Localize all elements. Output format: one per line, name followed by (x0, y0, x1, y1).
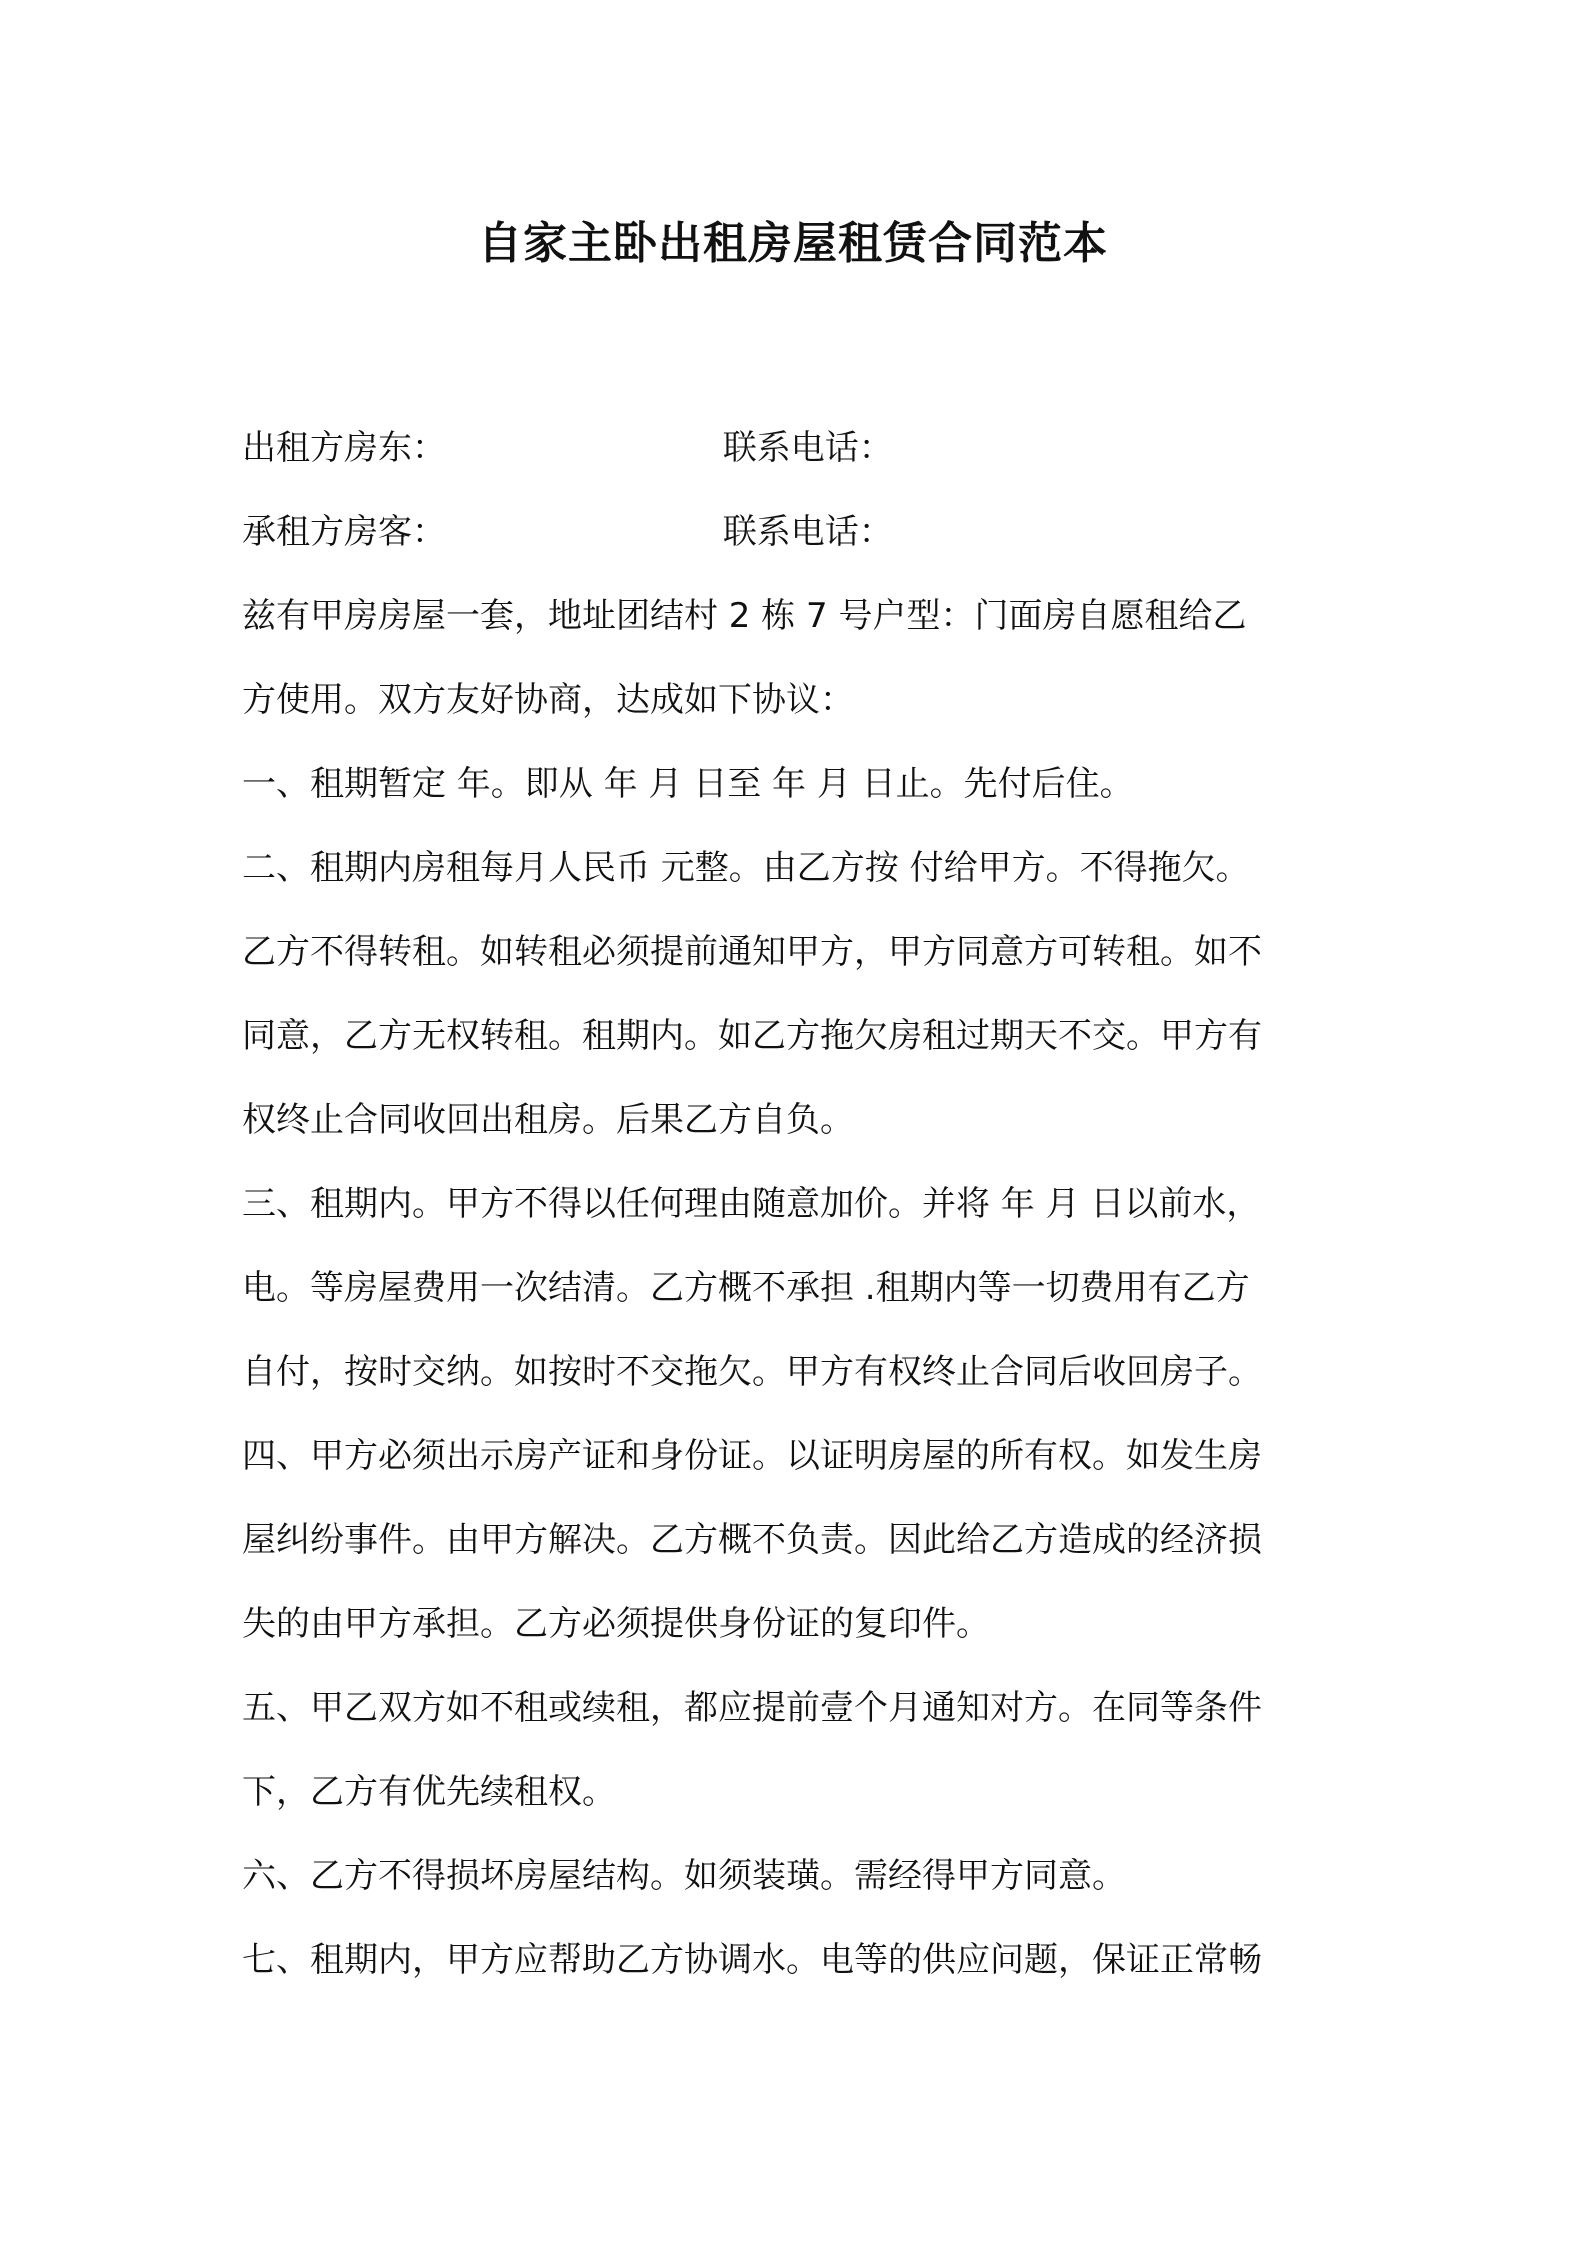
party-row-landlord (242, 406, 1362, 490)
clause-2-line: 权终止合同收回出租房。后果乙方自负。 (242, 1100, 854, 1140)
clause-4-line: 四、甲方必须出示房产证和身份证。以证明房屋的所有权。如发生房 (242, 1436, 1262, 1476)
party-row-tenant (242, 490, 1362, 574)
document-body (242, 406, 1362, 2002)
clause-2-line: 同意，乙方无权转租。租期内。如乙方拖欠房租过期天不交。甲方有 (242, 1016, 1262, 1056)
document-title: 自家主卧出租房屋租赁合同范本 (478, 218, 1108, 269)
landlord-label: 出租方房东： (242, 428, 446, 468)
landlord-phone-label: 联系电话： (722, 428, 893, 468)
clause-3-line: 三、租期内。甲方不得以任何理由随意加价。并将 年 月 日以前水， (242, 1184, 1261, 1224)
clause-3-line: 自付，按时交纳。如按时不交拖欠。甲方有权终止合同后收回房子。 (242, 1352, 1262, 1392)
clause-3-line: 电。等房屋费用一次结清。乙方概不承担 .租期内等一切费用有乙方 (242, 1268, 1250, 1308)
clause-7-line: 七、租期内，甲方应帮助乙方协调水。电等的供应问题，保证正常畅 (242, 1940, 1262, 1980)
paragraph-line: 兹有甲房房屋一套，地址团结村 2 栋 7 号户型：门面房自愿租给乙 (242, 596, 1247, 636)
tenant-label: 承租方房客： (242, 512, 446, 552)
clause-1-line: 一、租期暂定 年。即从 年 月 日至 年 月 日止。先付后住。 (242, 764, 1134, 804)
paragraph-line: 方使用。双方友好协商，达成如下协议： (242, 680, 854, 720)
tenant-phone-label: 联系电话： (722, 512, 893, 552)
clause-2-line: 二、租期内房租每月人民币 元整。由乙方按 付给甲方。不得拖欠。 (242, 848, 1250, 888)
clause-5-line: 下，乙方有优先续租权。 (242, 1772, 616, 1812)
clause-4-line: 屋纠纷事件。由甲方解决。乙方概不负责。因此给乙方造成的经济损 (242, 1520, 1262, 1560)
clause-4-line: 失的由甲方承担。乙方必须提供身份证的复印件。 (242, 1604, 990, 1644)
clause-6-line: 六、乙方不得损坏房屋结构。如须装璜。需经得甲方同意。 (242, 1856, 1126, 1896)
clause-2-line: 乙方不得转租。如转租必须提前通知甲方，甲方同意方可转租。如不 (242, 932, 1262, 972)
clause-5-line: 五、甲乙双方如不租或续租，都应提前壹个月通知对方。在同等条件 (242, 1688, 1262, 1728)
